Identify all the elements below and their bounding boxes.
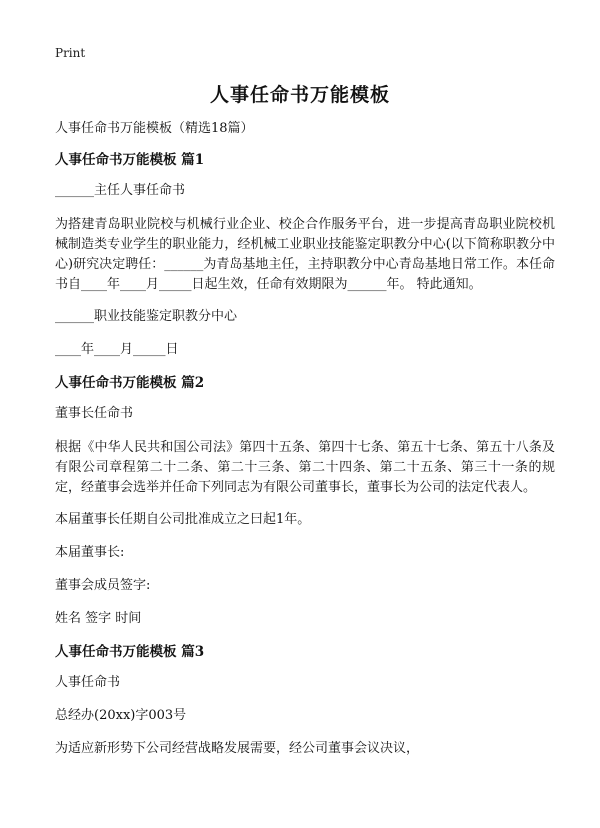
section-2-heading: 人事任命书万能模板 篇2 bbox=[55, 375, 205, 391]
document-subtitle: 人事任命书万能模板（精选18篇） bbox=[55, 121, 254, 136]
section-2-body-paragraph: 根据《中华人民共和国公司法》第四十五条、第四十七条、第五十七条、第五十八条及有限公司章程第二十二条、第二十三条、第二十四条、第二十五条、第三十一条的规定，经董事会选举并任命下列同志为有限公司董事长，董事长为公司的法定代表人。 bbox=[55, 440, 555, 495]
section-2-signatures-line: 董事会成员签字: bbox=[55, 578, 151, 593]
section-1-issuer: ______职业技能鉴定职教分中心 bbox=[55, 309, 238, 324]
section-1-body-paragraph: 为搭建青岛职业院校与机械行业企业、校企合作服务平台，进一步提高青岛职业院校机械制造类专业学生的职业能力，经机械工业职业技能鉴定职教分中心(以下简称职教分中心)研究决定聘任：______为青岛基地主任，主持职教分中心青岛基地日常工作。本任命书自____年____月_____日起生效，任命有效期限为______年。 特此通知。 bbox=[55, 217, 555, 292]
section-3-opening-line: 为适应新形势下公司经营战略发展需要，经公司董事会议决议， bbox=[55, 741, 420, 756]
section-1-date: ____年____月_____日 bbox=[55, 342, 179, 357]
page-title: 人事任命书万能模板 bbox=[209, 84, 390, 106]
section-3-heading: 人事任命书万能模板 篇3 bbox=[55, 644, 205, 660]
section-2-name-sign-time: 姓名 签字 时间 bbox=[55, 611, 142, 626]
document-body bbox=[55, 120, 555, 773]
section-2-appointment-title: 董事长任命书 bbox=[55, 406, 134, 421]
section-3-appointment-title: 人事任命书 bbox=[55, 675, 121, 690]
section-2-chairman-line: 本届董事长: bbox=[55, 545, 125, 560]
section-3-reference-number: 总经办(20xx)字003号 bbox=[55, 708, 187, 723]
section-2-term-line: 本届董事长任期自公司批准成立之曰起1年。 bbox=[55, 512, 311, 527]
print-link[interactable]: Print bbox=[55, 46, 86, 60]
section-1-appointment-title: ______主任人事任命书 bbox=[55, 183, 186, 198]
section-1-heading: 人事任命书万能模板 篇1 bbox=[55, 152, 205, 168]
